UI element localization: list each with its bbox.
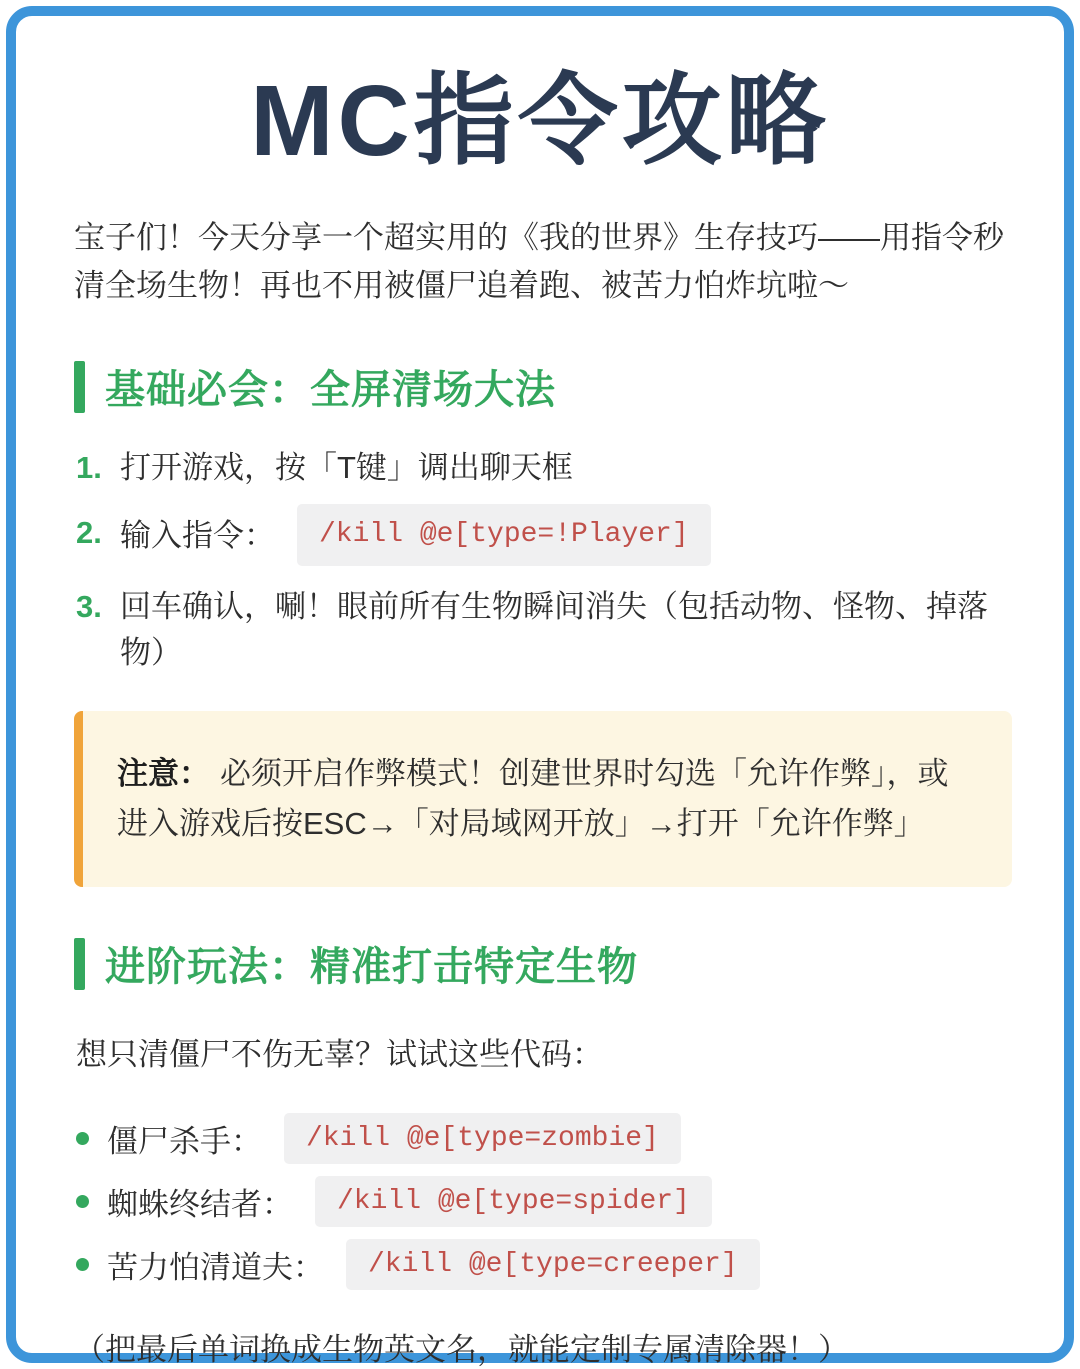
- step-number: 1.: [76, 450, 102, 486]
- section-basic-heading: [74, 358, 1012, 415]
- list-item-creeper: [76, 1239, 1012, 1290]
- bullet-dot-icon: [76, 1132, 89, 1145]
- step-item-3: [76, 584, 1012, 677]
- section-advanced-heading-label: 进阶玩法：精准打击特定生物: [105, 945, 638, 990]
- step-text-label: 输入指令：: [120, 517, 275, 553]
- step-number: 2.: [76, 514, 102, 550]
- bullet-dot-icon: [76, 1195, 89, 1208]
- command-list: [76, 1113, 1012, 1290]
- step-text: 回车确认，唰！眼前所有生物瞬间消失（包括动物、怪物、掉落物）: [120, 588, 988, 671]
- step-item-2: [76, 510, 1012, 566]
- command-code-chip: /kill @e[type=zombie]: [284, 1113, 681, 1164]
- step-list: [76, 445, 1012, 677]
- command-label: 蜘蛛终结者：: [107, 1186, 293, 1222]
- advanced-lead-text: 想只清僵尸不伤无辜？试试这些代码：: [76, 1037, 603, 1073]
- section-advanced-heading: [74, 935, 1012, 992]
- command-code-chip: /kill @e[type=creeper]: [346, 1239, 760, 1290]
- step-number: 3.: [76, 588, 102, 624]
- notice-text: 必须开启作弊模式！创建世界时勾选「允许作弊」，或进入游戏后按ESC→「对局域网开放」→打开「允许作弊」: [117, 755, 949, 841]
- list-item-zombie: [76, 1113, 1012, 1164]
- step-item-1: [76, 445, 1012, 492]
- step-text: [120, 510, 1012, 566]
- notice-box: [74, 711, 1012, 887]
- intro-paragraph: 宝子们！今天分享一个超实用的《我的世界》生存技巧——用指令秒清全场生物！再也不用被僵尸追着跑、被苦力怕炸坑啦～: [74, 220, 1004, 304]
- step-text: 打开游戏，按「T键」调出聊天框: [120, 450, 573, 486]
- section-basic-heading-label: 基础必会：全屏清场大法: [105, 368, 556, 413]
- bullet-dot-icon: [76, 1258, 89, 1271]
- notice-label: 注意：: [117, 755, 210, 791]
- section-accent-bar: [74, 938, 85, 990]
- page-title: MC指令攻略: [250, 65, 830, 177]
- command-code-chip: /kill @e[type=!Player]: [297, 504, 711, 566]
- command-label: 苦力怕清道夫：: [107, 1249, 324, 1285]
- footnote-text: （把最后单词换成生物英文名，就能定制专属清除器！）: [74, 1331, 849, 1367]
- page-card: [6, 6, 1074, 1367]
- section-accent-bar: [74, 361, 85, 413]
- command-code-chip: /kill @e[type=spider]: [315, 1176, 712, 1227]
- list-item-spider: [76, 1176, 1012, 1227]
- command-label: 僵尸杀手：: [107, 1123, 262, 1159]
